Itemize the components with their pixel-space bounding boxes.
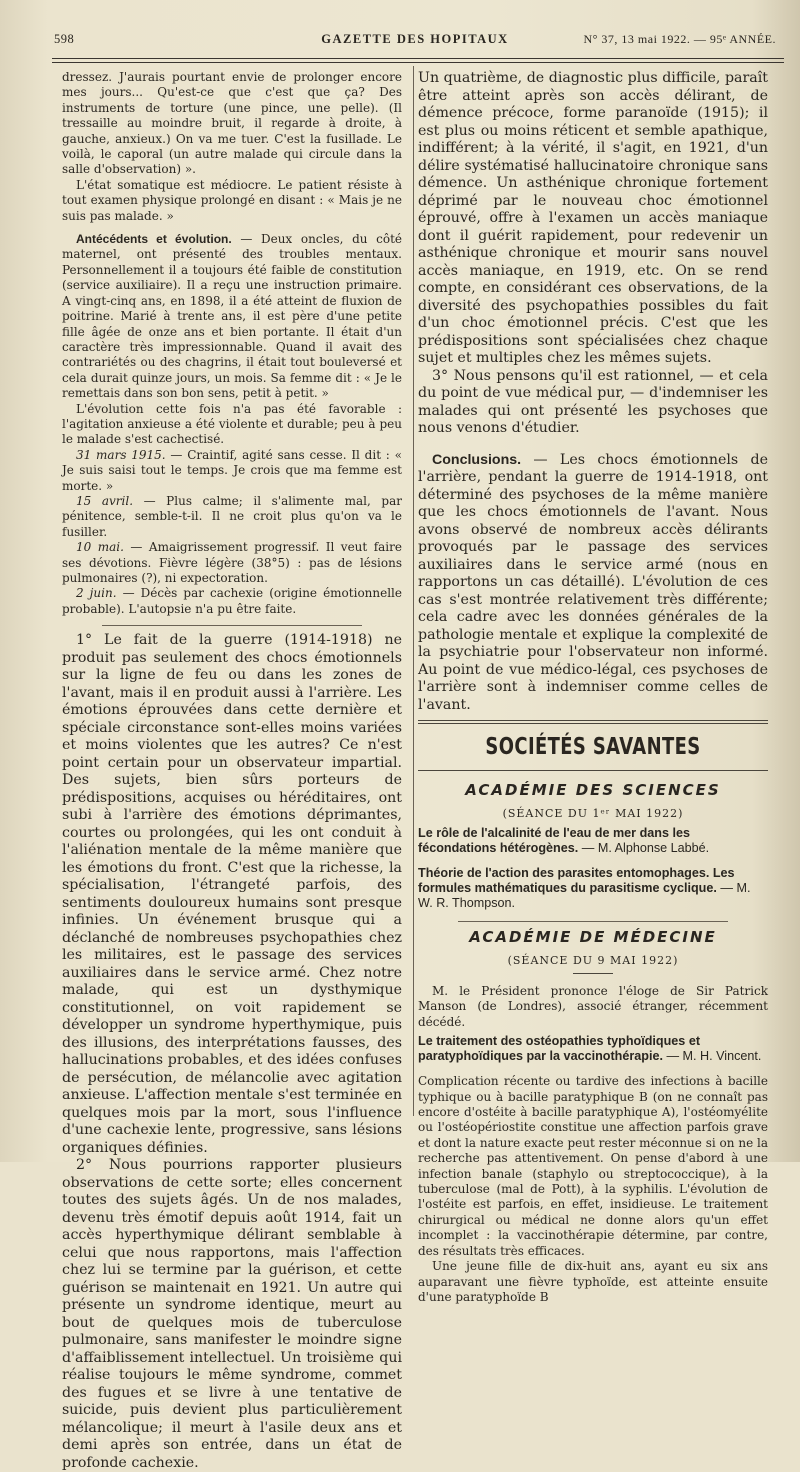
communication-title: Théorie de l'action des parasites entomophages. Les formules mathématiques du parasitisme cyclique. xyxy=(418,866,735,895)
issue-info: N° 37, 13 mai 1922. — 95ᵉ ANNÉE. xyxy=(583,32,776,46)
diary-entry: 10 mai. — Amaigrissement progressif. Il veut faire ses dévotions. Fièvre légère (38°5) : pas de lésions pulmonaires (?), ni expectoration. xyxy=(62,540,402,585)
antecedents-paragraph: Antécédents et évolution. — Deux oncles, du côté maternel, ont présenté des troubles mentaux. Personnellement il a toujours été faible de constitution (service auxiliaire). Il a reçu une instruction primaire. A vingt-cinq ans, en 1898, il a été atteint de fluxion de poitrine. Marié à trente ans, il est père d'une petite fille âgée de onze ans et bien portante. Il était d'un caractère très impressionnable. Quand il avait des contrariétés ou des chagrins, il était tout bouleversé et cela durait quinze jours, un mois. Sa femme dit : « Je le remettais dans son bon sens, petit à petit. » xyxy=(62,232,402,401)
communication-title: Le rôle de l'alcalinité de l'eau de mer dans les fécondations hétérogènes. xyxy=(418,826,690,855)
entry-date: 31 mars 1915. xyxy=(76,447,166,462)
session-date: (SÉANCE DU 1ᵉʳ MAI 1922) xyxy=(502,807,684,820)
header-rule xyxy=(52,58,784,59)
diary-entry: 31 mars 1915. — Craintif, agité sans cesse. Il dit : « Je suis saisi tout le temps. Je crois que ma femme est morte. » xyxy=(62,447,402,493)
communication-item: Le traitement des ostéopathies typhoïdiques et paratyphoïdiques par la vaccinothérapie. — M. H. Vincent. xyxy=(418,1034,762,1064)
communication-item: Le rôle de l'alcalinité de l'eau de mer dans les fécondations hétérogènes. — M. Alphonse Labbé. xyxy=(418,826,710,855)
short-rule xyxy=(573,973,613,974)
entry-date: 2 juin. xyxy=(76,586,117,601)
academy-heading: ACADÉMIE DES SCIENCES xyxy=(465,781,721,799)
paragraph: 3° Nous pensons qu'il est rationnel, — et cela du point de vue médical pur, — d'indemniser les malades qui ont présenté les psychoses que nous venons d'étudier. xyxy=(418,367,768,436)
section-title: SOCIÉTÉS SAVANTES xyxy=(485,734,701,760)
paragraph: Complication récente ou tardive des infections à bacille typhique ou à bacille paratyphique B (on ne connaît pas encore d'ostéite à bacille paratyphique A), l'ostéomyélite ou l'ostéopériostite constitue une affection parfois grave et dont la nature exacte peut rester méconnue si on ne la recherche pas attentivement. On pense d'abord à une infection banale (staphylo ou streptococcique), à la tuberculose (mal de Pott), à la syphilis. L'évolution de l'ostéite est parfois, en effet, insidieuse. Le traitement chirurgical ou médical ne donne alors qu'un effet incomplet : la vaccinothérapie détermine, par contre, des résultats très efficaces. xyxy=(418,1074,768,1258)
entry-date: 15 avril. xyxy=(76,493,134,508)
section-rule xyxy=(418,723,768,724)
section-separator xyxy=(102,625,362,626)
section-rule xyxy=(418,770,768,771)
paragraph: L'évolution cette fois n'a pas été favorable : l'agitation anxieuse a été violente et durable; peu à peu le malade s'est cachectisé. xyxy=(62,401,402,447)
diary-entry: 2 juin. — Décès par cachexie (origine émotionnelle probable). L'autopsie n'a pu être faite. xyxy=(62,586,403,616)
paragraph: Une jeune fille de dix-huit ans, ayant eu six ans auparavant une fièvre typhoïde, est atteinte ensuite d'une paratyphoïde B xyxy=(418,1259,768,1304)
paragraph: 2° Nous pourrions rapporter plusieurs observations de cette sorte; elles concernent toutes des sujets âgés. Un de nos malades, devenu très émotif depuis août 1914, fait un accès hyperthymique délirant semblable à celui que nous rapportons, mais l'affection chez lui se termine par la guérison, et cette guérison se maintenait en 1921. Un autre qui présente un syndrome identique, meurt au bout de quelques mois de tuberculose pulmonaire, sans manifester le moindre signe d'affaiblissement intellectuel. Un troisième qui réalise toujours le même syndrome, commet des fugues et se livre à une tentative de suicide, puis devient plus particulièrement mélancolique; il meurt à l'asile deux ans et demi après son entrée, dans un état de profonde cachexie. xyxy=(62,1157,402,1471)
section-separator xyxy=(458,921,728,922)
paragraph: dressez. J'aurais pourtant envie de prolonger encore mes jours... Qu'est-ce que c'est que ça? Des instruments de torture (une pince, une pelle). (Il tressaille au moindre bruit, il regarde à droite, à gauche, anxieux.) On va me tuer. C'est la fusillade. Le voilà, le caporal (un autre malade qui circule dans la salle d'observation) ». xyxy=(62,70,402,177)
left-column xyxy=(62,70,402,1472)
header-rule-double xyxy=(52,62,784,63)
communication-item: Théorie de l'action des parasites entomophages. Les formules mathématiques du parasitisme cyclique. — M. W. R. Thompson. xyxy=(418,866,751,910)
paragraph: Un quatrième, de diagnostic plus difficile, paraît être atteint après son accès délirant, de démence précoce, forme paranoïde (1915); il est plus ou moins réticent et semble apathique, indifférent; à la vérité, il s'agit, en 1921, d'un délire systématisé hallucinatoire chronique sans démence. Un asthénique chronique fortement déprimé par le nouveau choc émotionnel éprouvé, offre à l'examen un accès maniaque dont il guérit rapidement, pour redevenir un asthénique chronique et mourir sans nouvel accès maniaque, en 1919, etc. On se rend compte, en considérant ces observations, de la diversité des psychopathies possibles du fait d'un choc émotionnel précis. C'est que les prédispositions sont spécialisées chez chaque sujet et multiples chez les mêmes sujets. xyxy=(418,70,768,366)
paragraph: M. le Président prononce l'éloge de Sir Patrick Manson (de Londres), associé étranger, récemment décédé. xyxy=(418,984,768,1029)
diary-entry: 15 avril. — Plus calme; il s'alimente mal, par pénitence, semble-t-il. Il ne croit plus qu'on va le fusiller. xyxy=(62,493,402,539)
section-heading: Antécédents et évolution. xyxy=(76,232,232,247)
communication-title: Le traitement des ostéopathies typhoïdiques et paratyphoïdiques par la vaccinothérapie. xyxy=(418,1034,701,1064)
right-column xyxy=(418,70,768,1305)
section-rule xyxy=(418,720,768,721)
paragraph: L'état somatique est médiocre. Le patient résiste à tout examen physique prolongé en disant : « Mais je ne suis pas malade. » xyxy=(62,177,402,223)
academy-heading: ACADÉMIE DE MÉDECINE xyxy=(469,928,717,946)
page-number: 598 xyxy=(54,32,75,46)
entry-date: 10 mai. xyxy=(76,540,124,555)
column-divider xyxy=(413,66,414,1116)
journal-title: GAZETTE DES HOPITAUX xyxy=(321,32,509,46)
page-header xyxy=(50,28,780,50)
paragraph: 1° Le fait de la guerre (1914-1918) ne produit pas seulement des chocs émotionnels sur la ligne de feu ou dans les zones de l'avant, mais il en produit aussi à l'arrière. Les émotions éprouvées dans cette dernière et spéciale circonstance sont-elles moins variées et moins violentes que les autres? Ce n'est point certain pour un observateur impartial. Des sujets, bien sûrs porteurs de prédispositions, acquises ou héréditaires, ont subi à l'arrière des émotions déprimantes, courtes ou prolongées, qui les ont conduit à l'aliénation mentale de la même manière que les émotions du front. C'est que la richesse, la spécialisation, l'étrangeté parfois, des sentiments douloureux humains sont presque infinies. Un événement brusque qui a déclanché de nombreuses psychopathies chez les militaires, est le passage des services auxiliaires dans le service armé. Chez notre malade, qui est un dysthymique constitutionnel, on voit rapidement se développer un syndrome hyperthymique, puis des illusions, des interprétations fausses, des hallucinations probables, et des idées confuses de persécution, de mélancolie avec agitation anxieuse. L'affection mentale s'est terminée en quelques mois par la mort, sous l'influence d'une cachexie lente, progressive, sans lésions organiques définies. xyxy=(62,632,402,1156)
session-date: (SÉANCE DU 9 MAI 1922) xyxy=(507,954,679,967)
conclusions-paragraph: Conclusions. — Les chocs émotionnels de l'arrière, pendant la guerre de 1914-1918, ont déterminé des psychoses de la même manière que les chocs émotionnels de l'avant. Nous avons observé de nombreux accès délirants provoqués par le passage des services auxiliaires dans le service armé (nous en rapportons un cas détaillé). L'évolution de ces cas s'est montrée relativement très différente; cela cadre avec les données générales de la pathologie mentale et explique la complexité de la psychiatrie pour l'observateur non informé. Au point de vue médico-légal, ces psychoses de l'arrière sont à indemniser comme celles de l'avant. xyxy=(418,451,768,713)
section-heading: Conclusions. xyxy=(432,451,522,468)
